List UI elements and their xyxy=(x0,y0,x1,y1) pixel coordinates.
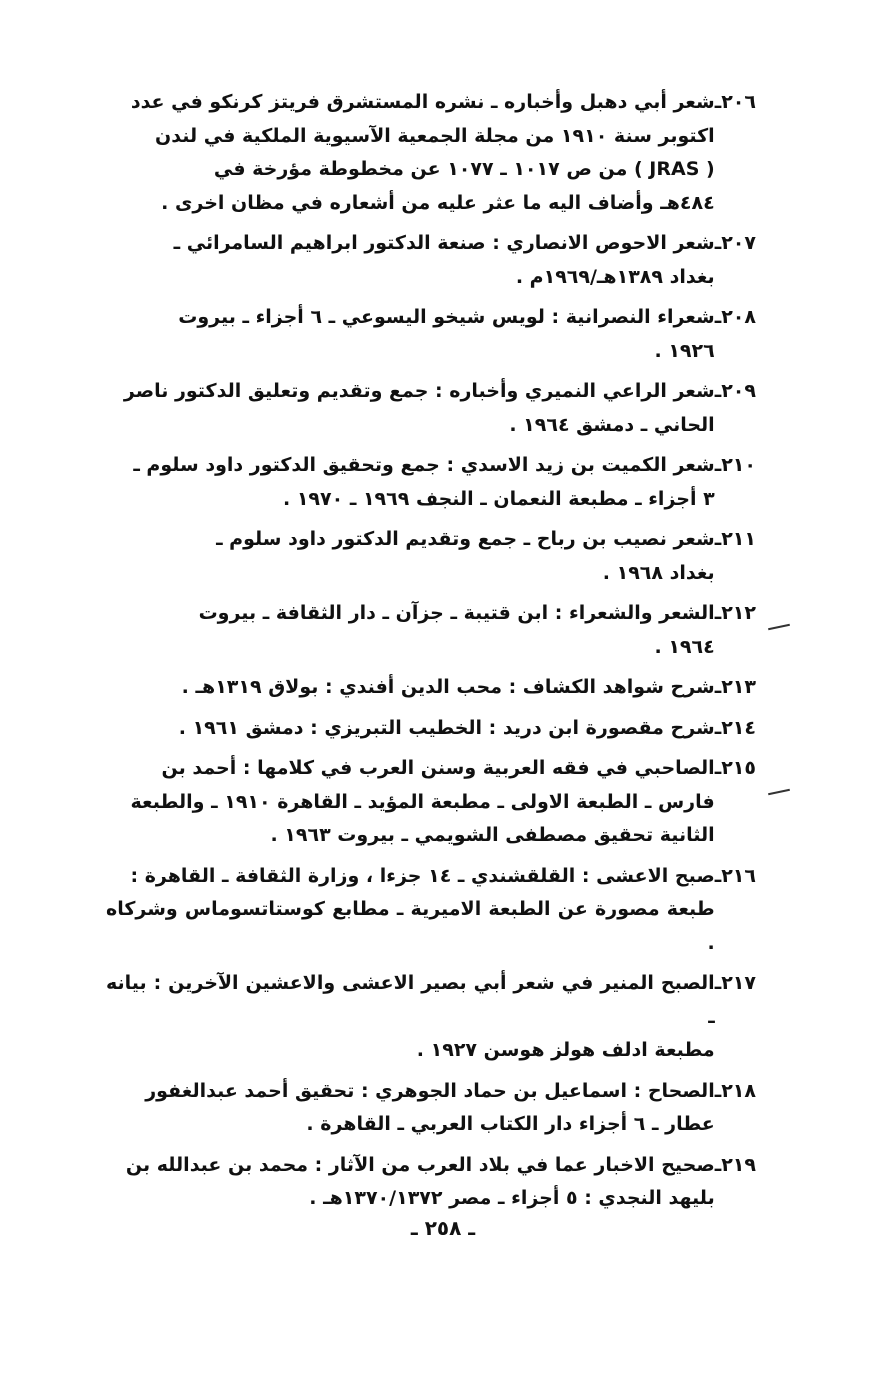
entry-text xyxy=(106,227,715,294)
entry-number: ٢٠٧ـ xyxy=(714,232,756,254)
entry-number: ٢١٥ـ xyxy=(714,757,756,779)
entry-line: شعر الاحوص الانصاري : صنعة الدكتور ابراهيم السامرائي ـ xyxy=(173,232,715,254)
entry-text xyxy=(106,375,715,442)
bibliography-entry xyxy=(106,86,756,220)
entry-line: شعر الكميت بن زيد الاسدي : جمع وتحقيق الدكتور داود سلوم ـ xyxy=(133,454,715,476)
entry-text xyxy=(106,1075,715,1142)
entry-line: صحيح الاخبار عما في بلاد العرب من الآثار : محمد بن عبدالله بن xyxy=(125,1153,715,1176)
entry-number: ٢١٩ـ xyxy=(714,1153,756,1176)
page-number: ـ ٢٥٨ ـ xyxy=(410,1216,476,1240)
entry-line: شرح شواهد الكشاف : محب الدين أفندي : بولاق ١٣١٩هـ . xyxy=(181,676,715,698)
entry-line: طبعة مصورة عن الطبعة الاميرية ـ مطابع كوستاتسوماس وشركاه . xyxy=(106,898,715,954)
bibliography-entry xyxy=(106,301,756,368)
entry-line: بغداد ١٩٦٨ . xyxy=(602,561,715,584)
entry-text xyxy=(106,86,715,220)
entry-line: فارس ـ الطبعة الاولى ـ مطبعة المؤيد ـ القاهرة ١٩١٠ ـ والطبعة xyxy=(130,790,715,813)
entry-text xyxy=(106,597,715,664)
entry-line: الصحاح : اسماعيل بن حماد الجوهري : تحقيق أحمد عبدالغفور xyxy=(145,1079,715,1102)
entry-number: ٢١٨ـ xyxy=(714,1079,756,1102)
entry-line: ١٩٦٤ . xyxy=(654,635,715,658)
bibliography-entry xyxy=(106,712,756,746)
entry-text xyxy=(106,301,715,368)
entry-line: بغداد ١٣٨٩هـ/١٩٦٩م . xyxy=(515,265,715,288)
entry-text xyxy=(106,752,715,853)
entry-line: الحاني ـ دمشق ١٩٦٤ . xyxy=(509,413,715,436)
bibliography-entry xyxy=(106,375,756,442)
entry-line: الصاحبي في فقه العربية وسنن العرب في كلامها : أحمد بن xyxy=(161,757,715,779)
bibliography-entry xyxy=(106,967,756,1068)
entry-number: ٢٠٩ـ xyxy=(714,380,756,402)
entry-text xyxy=(106,967,715,1068)
bibliography-entry xyxy=(106,449,756,516)
bibliography-entry xyxy=(106,227,756,294)
entry-line: الشعر والشعراء : ابن قتيبة ـ جزآن ـ دار الثقافة ـ بيروت xyxy=(198,602,715,624)
bibliography-entry xyxy=(106,1075,756,1142)
bibliography-entry xyxy=(106,1149,756,1216)
entry-text xyxy=(106,449,715,516)
entry-line: ( JRAS ) من ص ١٠١٧ ـ ١٠٧٧ عن مخطوطة مؤرخة في xyxy=(213,158,715,180)
entry-text xyxy=(106,671,715,705)
entry-number: ٢١٧ـ xyxy=(714,972,756,994)
entry-number: ٢١٢ـ xyxy=(714,602,756,624)
entry-line: الثانية تحقيق مصطفى الشويمي ـ بيروت ١٩٦٣ . xyxy=(270,824,715,846)
entry-text xyxy=(106,712,715,746)
entry-number: ٢١٠ـ xyxy=(714,454,756,476)
entry-line: ١٩٢٦ . xyxy=(654,339,715,362)
entry-number: ٢١١ـ xyxy=(714,528,756,550)
bibliography-entry xyxy=(106,860,756,961)
entry-number: ٢٠٨ـ xyxy=(714,306,756,328)
entry-number: ٢١٣ـ xyxy=(714,676,756,698)
entry-line: الصبح المنير في شعر أبي بصير الاعشى والاعشين الآخرين : بيانه ـ xyxy=(106,972,715,1028)
margin-mark xyxy=(768,624,790,631)
entry-line: شرح مقصورة ابن دريد : الخطيب التبريزي : دمشق ١٩٦١ . xyxy=(178,716,715,739)
entry-line: شعر نصيب بن رباح ـ جمع وتقديم الدكتور داود سلوم ـ xyxy=(216,528,715,550)
entry-line: شعراء النصرانية : لويس شيخو اليسوعي ـ ٦ أجزاء ـ بيروت xyxy=(178,306,715,328)
entry-line: عطار ـ ٦ أجزاء دار الكتاب العربي ـ القاهرة . xyxy=(306,1113,715,1135)
bibliography-entry xyxy=(106,671,756,705)
entry-line: شعر الراعي النميري وأخباره : جمع وتقديم وتعليق الدكتور ناصر xyxy=(123,380,715,402)
entry-number: ٢١٦ـ xyxy=(714,864,756,887)
entry-line: ٤٨٤هـ وأضاف اليه ما عثر عليه من أشعاره في مظان اخرى . xyxy=(161,191,715,214)
entry-text xyxy=(106,1149,715,1216)
entry-line: مطبعة ادلف هولز هوسن ١٩٢٧ . xyxy=(416,1039,715,1061)
entry-line: اكتوبر سنة ١٩١٠ من مجلة الجمعية الآسيوية الملكية في لندن xyxy=(155,124,715,147)
bibliography-entry xyxy=(106,523,756,590)
bibliography-entry xyxy=(106,752,756,853)
entry-line: صبح الاعشى : القلقشندي ـ ١٤ جزءا ، وزارة الثقافة ـ القاهرة : xyxy=(130,864,715,887)
entry-line: ٣ أجزاء ـ مطبعة النعمان ـ النجف ١٩٦٩ ـ ١٩٧٠ . xyxy=(282,487,715,510)
entry-number: ٢٠٦ـ xyxy=(714,91,756,113)
margin-mark xyxy=(768,789,790,796)
entry-text xyxy=(106,860,715,961)
bibliography-entry xyxy=(106,597,756,664)
entry-number: ٢١٤ـ xyxy=(714,716,756,739)
bibliography-list xyxy=(106,86,756,1223)
entry-line: شعر أبي دهبل وأخباره ـ نشره المستشرق فريتز كرنكو في عدد xyxy=(130,91,715,113)
entry-line: بليهد النجدي : ٥ أجزاء ـ مصر ١٣٧٠/١٣٧٢هـ . xyxy=(309,1187,715,1209)
entry-text xyxy=(106,523,715,590)
